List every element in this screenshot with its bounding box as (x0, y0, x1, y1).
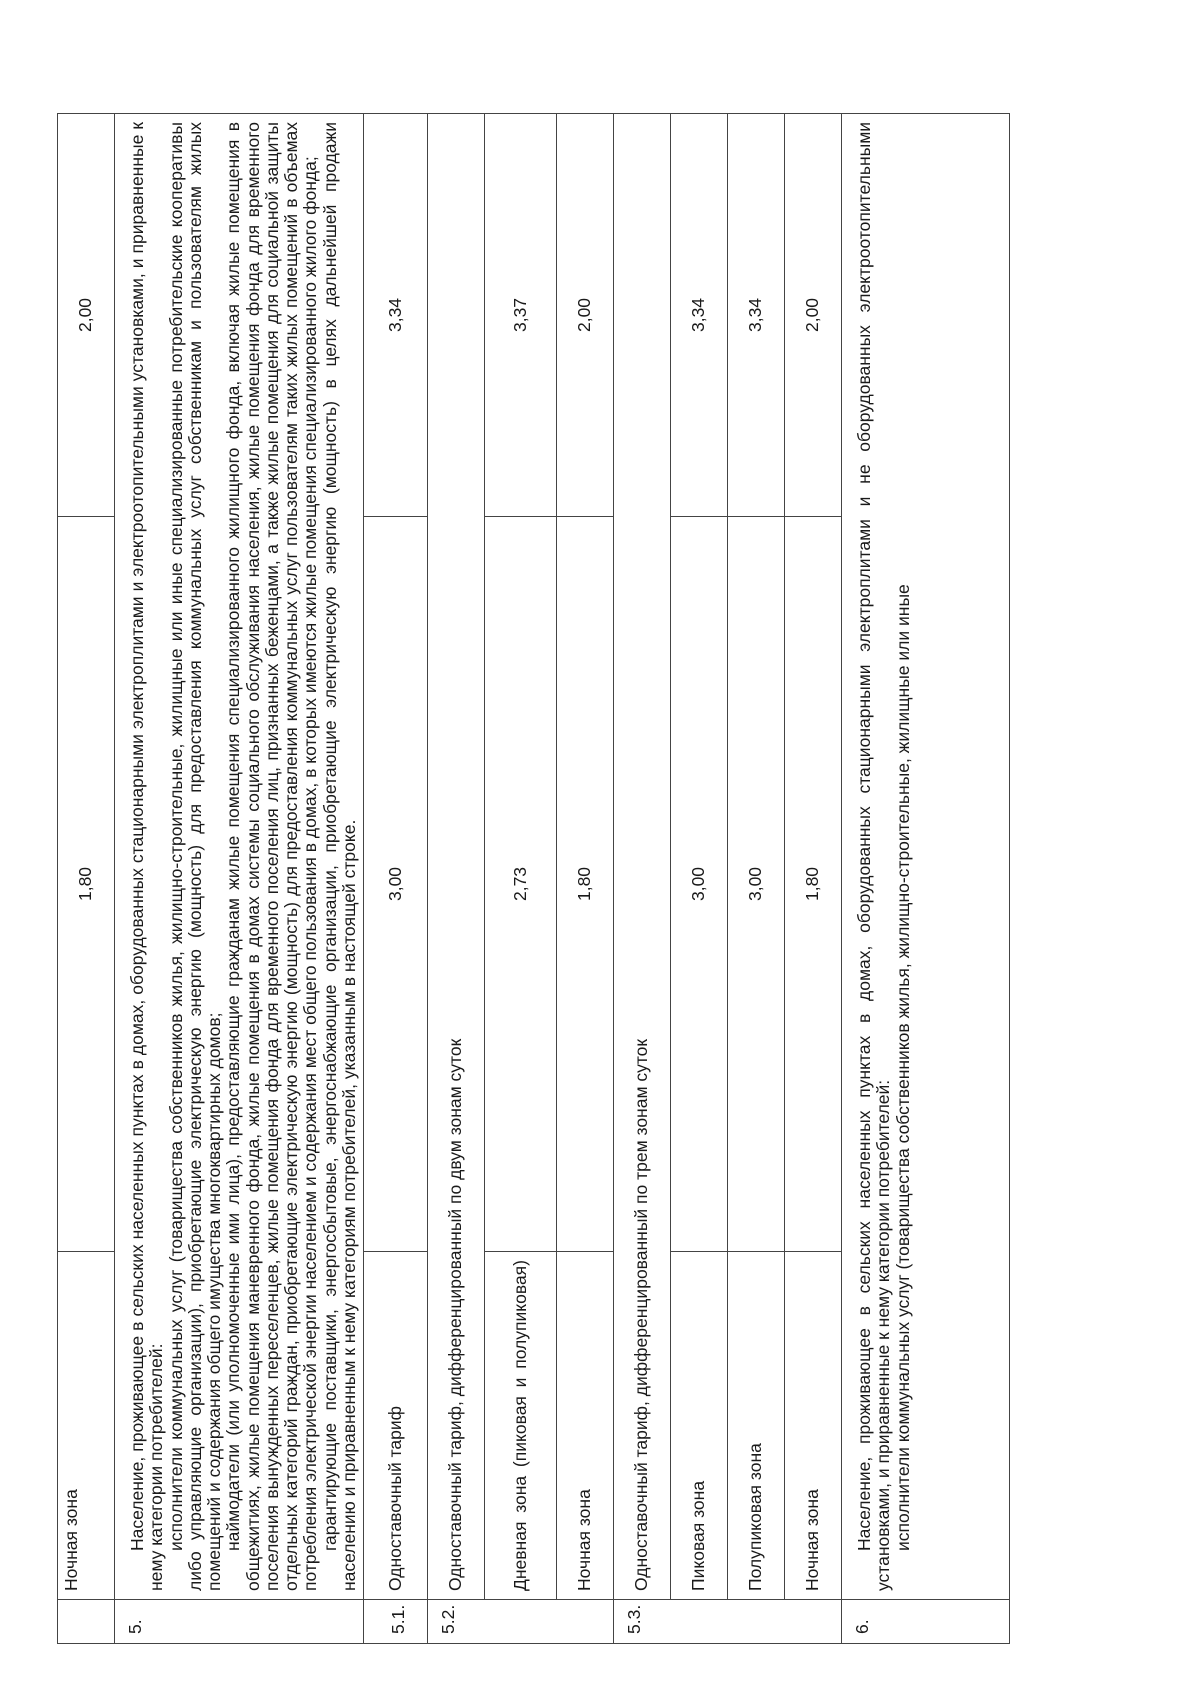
table-row-5 (115, 114, 364, 1644)
table-row-5-3-halfpeak (728, 114, 785, 1644)
table-row-5-3-peak (671, 114, 728, 1644)
tariff-value-1: 2,73 (485, 517, 557, 1252)
row-number-6: 6. (842, 1600, 1010, 1644)
row-5-paragraph-1: Население, проживающее в сельских населенных пунктах в домах, оборудованных стационарными электроплитами и электроотопительными установками, и приравненные к нему категории потребителей: (127, 122, 167, 1591)
tariff-value-1: 1,80 (557, 517, 614, 1252)
tariff-value-2: 3,34 (728, 114, 785, 517)
table-row-5-3-night (785, 114, 842, 1644)
tariff-table (57, 113, 1010, 1644)
row-5-paragraph-2: исполнители коммунальных услуг (товарищества собственников жилья, жилищно-строительные, жилищные или иные специализированные потребительские кооперативы либо управляющие организации), приобретающие электрическую энергию (мощность) для предоставления коммунальных услуг собственникам и пользователям жилых помещений и содержания общего имущества многоквартирных домов; (165, 122, 224, 1591)
table-row-6 (842, 114, 1010, 1644)
row-6-paragraph-2: исполнители коммунальных услуг (товарищества собственников жилья, жилищно-строительные, жилищные или иные (892, 584, 913, 1551)
tariff-value-1: 1,80 (58, 517, 115, 1252)
row-name-cell: Одноставочный тариф (364, 1252, 428, 1600)
table-row-5-3 (614, 114, 671, 1644)
row-5-2-title: Одноставочный тариф, дифференцированный по двум зонам суток (428, 114, 485, 1600)
row-5-description (115, 114, 364, 1600)
row-number-cell (58, 1600, 115, 1644)
tariff-value-2: 2,00 (58, 114, 115, 517)
tariff-value-1: 1,80 (785, 517, 842, 1252)
tariff-value-2: 2,00 (785, 114, 842, 517)
table-row-5-2 (428, 114, 485, 1644)
table-row-5-2-night (557, 114, 614, 1644)
row-6-description (842, 114, 1010, 1600)
row-name-cell: Пиковая зона (671, 1252, 728, 1600)
row-number-5-2: 5.2. (428, 1600, 614, 1644)
tariff-value-1: 3,00 (728, 517, 785, 1252)
tariff-value-2: 3,37 (485, 114, 557, 517)
row-6-paragraph-1: Население, проживающее в сельских населенных пунктах в домах, оборудованных стационарными электроплитами и не оборудованных электроотопительными установками, и приравненные к нему категории потребителей: (854, 122, 894, 1591)
row-number-5-3: 5.3. (614, 1600, 842, 1644)
row-name-cell: Ночная зона (58, 1252, 115, 1600)
tariff-value-2: 3,34 (671, 114, 728, 517)
tariff-table-rotated (57, 114, 1010, 1644)
tariff-value-2: 2,00 (557, 114, 614, 517)
row-number-5-1: 5.1. (364, 1600, 428, 1644)
tariff-value-1: 3,00 (364, 517, 428, 1252)
tariff-value-2: 3,34 (364, 114, 428, 517)
row-name-cell: Полупиковая зона (728, 1252, 785, 1600)
table-row-5-2-day (485, 114, 557, 1644)
row-number-5: 5. (115, 1600, 364, 1644)
row-name-cell: Ночная зона (785, 1252, 842, 1600)
row-5-3-title: Одноставочный тариф, дифференцированный по трем зонам суток (614, 114, 671, 1600)
table-row-5-1 (364, 114, 428, 1644)
row-5-paragraph-3: наймодатели (или уполномоченные ими лица), предоставляющие гражданам жилые помещения специализированного жилищного фонда, включая жилые помещения в общежитиях, жилые помещения маневренного фонда, жилые помещения в домах системы социального обслуживания населения, жилые помещения фонда для временного поселения вынужденных переселенцев, жилые помещения фонда для временного поселения лиц, признанных беженцами, а также жилые помещения для социальной защиты отдельных категорий граждан, приобретающие электрическую энергию (мощность) для предоставления коммунальных услуг пользователям таких жилых помещений в объемах потребления электрической энергии населением и содержания мест общего пользования в домах, в которых имеются жилые помещения специализированного жилого фонда; (223, 122, 321, 1591)
row-name-cell: Ночная зона (557, 1252, 614, 1600)
table-row-night-zone (58, 114, 115, 1644)
row-5-paragraph-4: гарантирующие поставщики, энергосбытовые, энергоснабжающие организации, приобретающие электрическую энергию (мощность) в целях дальнейшей продажи населению и приравненным к нему категориям потребителей, указанным в настоящей строке. (319, 122, 359, 1591)
tariff-value-1: 3,00 (671, 517, 728, 1252)
row-name-cell: Дневная зона (пиковая и полупиковая) (485, 1252, 557, 1600)
